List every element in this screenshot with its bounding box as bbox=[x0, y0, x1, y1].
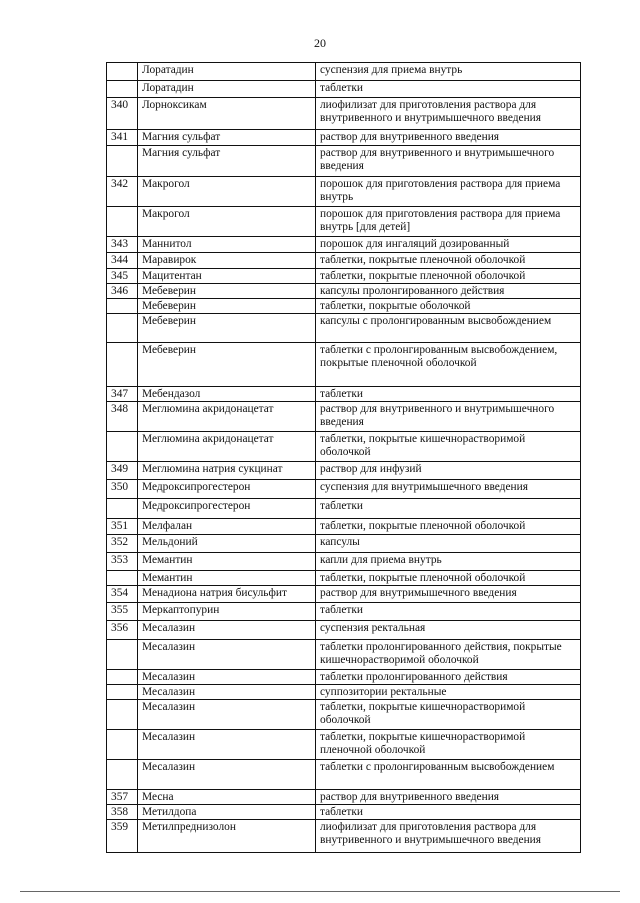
drug-name: Месна bbox=[138, 790, 316, 805]
drug-name: Мелфалан bbox=[138, 519, 316, 535]
row-number: 340 bbox=[107, 98, 138, 130]
dosage-form: таблетки bbox=[316, 387, 581, 402]
drug-name: Мебендазол bbox=[138, 387, 316, 402]
drug-name: Месалазин bbox=[138, 640, 316, 670]
row-number: 351 bbox=[107, 519, 138, 535]
row-number: 353 bbox=[107, 553, 138, 571]
drug-name: Мельдоний bbox=[138, 535, 316, 553]
table-row bbox=[107, 432, 581, 462]
row-number bbox=[107, 640, 138, 670]
table-row bbox=[107, 553, 581, 571]
dosage-form: суспензия ректальная bbox=[316, 621, 581, 640]
dosage-form: суппозитории ректальные bbox=[316, 685, 581, 700]
table-row bbox=[107, 299, 581, 314]
drug-name: Месалазин bbox=[138, 760, 316, 790]
table-row bbox=[107, 81, 581, 98]
row-number: 343 bbox=[107, 237, 138, 253]
row-number: 346 bbox=[107, 284, 138, 299]
table-row bbox=[107, 402, 581, 432]
drug-name: Меглюмина натрия сукцинат bbox=[138, 462, 316, 480]
drug-name: Месалазин bbox=[138, 685, 316, 700]
drug-name: Магния сульфат bbox=[138, 146, 316, 177]
drug-name: Месалазин bbox=[138, 621, 316, 640]
dosage-form: суспензия для приема внутрь bbox=[316, 63, 581, 81]
row-number bbox=[107, 146, 138, 177]
dosage-form: порошок для приготовления раствора для приема внутрь bbox=[316, 177, 581, 207]
dosage-form: раствор для внутривенного введения bbox=[316, 130, 581, 146]
row-number: 359 bbox=[107, 820, 138, 853]
dosage-form: таблетки, покрытые кишечнорастворимой оболочкой bbox=[316, 432, 581, 462]
drug-name: Мацитентан bbox=[138, 269, 316, 284]
dosage-form: капсулы пролонгированного действия bbox=[316, 284, 581, 299]
drug-name: Медроксипрогестерон bbox=[138, 480, 316, 499]
dosage-form: раствор для внутривенного и внутримышечного введения bbox=[316, 146, 581, 177]
dosage-form: суспензия для внутримышечного введения bbox=[316, 480, 581, 499]
dosage-form: таблетки, покрытые пленочной оболочкой bbox=[316, 571, 581, 586]
table-row bbox=[107, 343, 581, 387]
row-number bbox=[107, 499, 138, 519]
row-number bbox=[107, 343, 138, 387]
table-row bbox=[107, 130, 581, 146]
drug-name: Мебеверин bbox=[138, 314, 316, 343]
table-row bbox=[107, 571, 581, 586]
table-row bbox=[107, 253, 581, 269]
drug-name: Мемантин bbox=[138, 571, 316, 586]
table-row bbox=[107, 177, 581, 207]
row-number bbox=[107, 571, 138, 586]
row-number bbox=[107, 299, 138, 314]
dosage-form: таблетки bbox=[316, 499, 581, 519]
table-row bbox=[107, 670, 581, 685]
dosage-form: лиофилизат для приготовления раствора для внутривенного и внутримышечного введения bbox=[316, 820, 581, 853]
dosage-form: порошок для приготовления раствора для приема внутрь [для детей] bbox=[316, 207, 581, 237]
row-number: 348 bbox=[107, 402, 138, 432]
dosage-form: таблетки с пролонгированным высвобождением, покрытые пленочной оболочкой bbox=[316, 343, 581, 387]
row-number: 352 bbox=[107, 535, 138, 553]
dosage-form: таблетки, покрытые пленочной оболочкой bbox=[316, 253, 581, 269]
row-number bbox=[107, 63, 138, 81]
dosage-form: раствор для внутривенного и внутримышечного введения bbox=[316, 402, 581, 432]
dosage-form: раствор для внутримышечного введения bbox=[316, 586, 581, 603]
table-row bbox=[107, 462, 581, 480]
row-number bbox=[107, 685, 138, 700]
table-row bbox=[107, 98, 581, 130]
dosage-form: таблетки bbox=[316, 603, 581, 621]
footer-divider bbox=[20, 891, 620, 892]
table-row bbox=[107, 805, 581, 820]
drug-name: Мебеверин bbox=[138, 299, 316, 314]
drug-name: Макрогол bbox=[138, 207, 316, 237]
dosage-form: таблетки, покрытые пленочной оболочкой bbox=[316, 269, 581, 284]
drug-name: Меглюмина акридонацетат bbox=[138, 402, 316, 432]
row-number bbox=[107, 730, 138, 760]
row-number: 355 bbox=[107, 603, 138, 621]
table-row bbox=[107, 237, 581, 253]
drug-name: Лорноксикам bbox=[138, 98, 316, 130]
table-row bbox=[107, 499, 581, 519]
drug-name: Меглюмина акридонацетат bbox=[138, 432, 316, 462]
dosage-form: таблетки пролонгированного действия bbox=[316, 670, 581, 685]
drug-name: Метилпреднизолон bbox=[138, 820, 316, 853]
row-number bbox=[107, 432, 138, 462]
row-number: 357 bbox=[107, 790, 138, 805]
table-row bbox=[107, 700, 581, 730]
table-row bbox=[107, 760, 581, 790]
dosage-form: таблетки bbox=[316, 81, 581, 98]
drug-name: Лоратадин bbox=[138, 81, 316, 98]
table-row bbox=[107, 820, 581, 853]
dosage-form: лиофилизат для приготовления раствора для внутривенного и внутримышечного введения bbox=[316, 98, 581, 130]
dosage-form: капли для приема внутрь bbox=[316, 553, 581, 571]
row-number: 341 bbox=[107, 130, 138, 146]
row-number: 345 bbox=[107, 269, 138, 284]
row-number bbox=[107, 207, 138, 237]
dosage-form: таблетки с пролонгированным высвобождением bbox=[316, 760, 581, 790]
row-number: 358 bbox=[107, 805, 138, 820]
dosage-form: капсулы bbox=[316, 535, 581, 553]
table-row bbox=[107, 640, 581, 670]
row-number bbox=[107, 314, 138, 343]
row-number: 349 bbox=[107, 462, 138, 480]
drug-name: Магния сульфат bbox=[138, 130, 316, 146]
drug-name: Мебеверин bbox=[138, 284, 316, 299]
table-row bbox=[107, 314, 581, 343]
table-row bbox=[107, 790, 581, 805]
table-row bbox=[107, 480, 581, 499]
table-row bbox=[107, 519, 581, 535]
drug-name: Метилдопа bbox=[138, 805, 316, 820]
dosage-form: раствор для внутривенного введения bbox=[316, 790, 581, 805]
table-row bbox=[107, 146, 581, 177]
row-number bbox=[107, 700, 138, 730]
drug-table bbox=[106, 62, 581, 853]
row-number: 350 bbox=[107, 480, 138, 499]
dosage-form: таблетки bbox=[316, 805, 581, 820]
drug-name: Мебеверин bbox=[138, 343, 316, 387]
table-row bbox=[107, 621, 581, 640]
drug-name: Маннитол bbox=[138, 237, 316, 253]
row-number: 347 bbox=[107, 387, 138, 402]
table-row bbox=[107, 269, 581, 284]
table-row bbox=[107, 586, 581, 603]
row-number: 354 bbox=[107, 586, 138, 603]
table-row bbox=[107, 685, 581, 700]
drug-name: Мемантин bbox=[138, 553, 316, 571]
table-row bbox=[107, 387, 581, 402]
drug-name: Месалазин bbox=[138, 670, 316, 685]
dosage-form: таблетки, покрытые кишечнорастворимой пленочной оболочкой bbox=[316, 730, 581, 760]
dosage-form: таблетки, покрытые кишечнорастворимой оболочкой bbox=[316, 700, 581, 730]
drug-name: Медроксипрогестерон bbox=[138, 499, 316, 519]
dosage-form: капсулы с пролонгированным высвобождением bbox=[316, 314, 581, 343]
row-number: 344 bbox=[107, 253, 138, 269]
drug-name: Менадиона натрия бисульфит bbox=[138, 586, 316, 603]
row-number bbox=[107, 81, 138, 98]
drug-name: Маравирок bbox=[138, 253, 316, 269]
row-number: 342 bbox=[107, 177, 138, 207]
dosage-form: раствор для инфузий bbox=[316, 462, 581, 480]
drug-name: Месалазин bbox=[138, 700, 316, 730]
drug-name: Макрогол bbox=[138, 177, 316, 207]
table-row bbox=[107, 730, 581, 760]
table-row bbox=[107, 603, 581, 621]
dosage-form: таблетки, покрытые оболочкой bbox=[316, 299, 581, 314]
dosage-form: порошок для ингаляций дозированный bbox=[316, 237, 581, 253]
table-row bbox=[107, 207, 581, 237]
table-row bbox=[107, 284, 581, 299]
dosage-form: таблетки пролонгированного действия, покрытые кишечнорастворимой оболочкой bbox=[316, 640, 581, 670]
dosage-form: таблетки, покрытые пленочной оболочкой bbox=[316, 519, 581, 535]
row-number: 356 bbox=[107, 621, 138, 640]
table-row bbox=[107, 535, 581, 553]
drug-name: Лоратадин bbox=[138, 63, 316, 81]
row-number bbox=[107, 670, 138, 685]
page-number: 20 bbox=[314, 36, 326, 50]
table-row bbox=[107, 63, 581, 81]
row-number bbox=[107, 760, 138, 790]
drug-name: Месалазин bbox=[138, 730, 316, 760]
drug-name: Меркаптопурин bbox=[138, 603, 316, 621]
drug-table-body bbox=[107, 63, 581, 853]
